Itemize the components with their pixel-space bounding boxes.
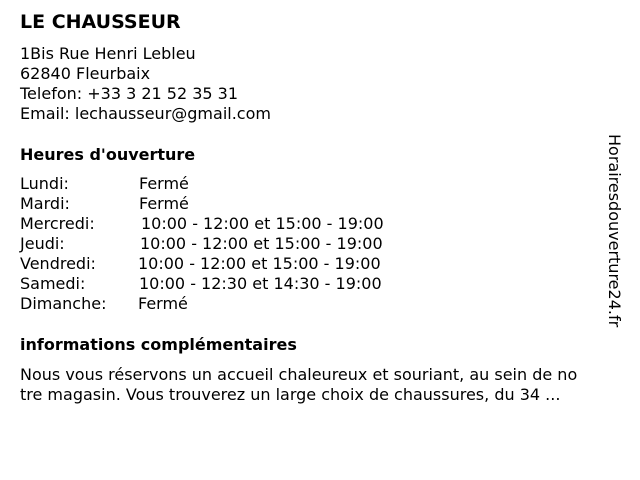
site-watermark: Horairesdouverture24.fr xyxy=(605,134,624,328)
info-description xyxy=(20,365,630,405)
description-line: tre magasin. Vous trouverez un large choix de chaussures, du 34 ... xyxy=(20,385,561,404)
day-label: Samedi: xyxy=(20,274,86,293)
hours-value: Fermé xyxy=(138,294,188,313)
description-line: Nous vous réservons un accueil chaleureux et souriant, au sein de no xyxy=(20,365,578,384)
day-label: Vendredi: xyxy=(20,254,96,273)
day-label: Jeudi: xyxy=(20,234,65,253)
address-city: 62840 Fleurbaix xyxy=(20,64,151,83)
email-address: Email: lechausseur@gmail.com xyxy=(20,104,271,123)
day-label: Mardi: xyxy=(20,194,70,213)
hours-value: 10:00 - 12:30 et 14:30 - 19:00 xyxy=(139,274,382,293)
hours-value: 10:00 - 12:00 et 15:00 - 19:00 xyxy=(140,234,383,253)
shop-address-block xyxy=(20,44,271,124)
day-label: Dimanche: xyxy=(20,294,107,313)
info-heading: informations complémentaires xyxy=(20,335,297,354)
phone-number: Telefon: +33 3 21 52 35 31 xyxy=(20,84,239,103)
shop-name: LE CHAUSSEUR xyxy=(20,11,181,33)
hours-heading: Heures d'ouverture xyxy=(20,145,196,164)
hours-value: 10:00 - 12:00 et 15:00 - 19:00 xyxy=(138,254,381,273)
hours-value: 10:00 - 12:00 et 15:00 - 19:00 xyxy=(141,214,384,233)
day-label: Mercredi: xyxy=(20,214,95,233)
hours-value: Fermé xyxy=(139,174,189,193)
hours-value: Fermé xyxy=(139,194,189,213)
address-street: 1Bis Rue Henri Lebleu xyxy=(20,44,196,63)
day-label: Lundi: xyxy=(20,174,69,193)
